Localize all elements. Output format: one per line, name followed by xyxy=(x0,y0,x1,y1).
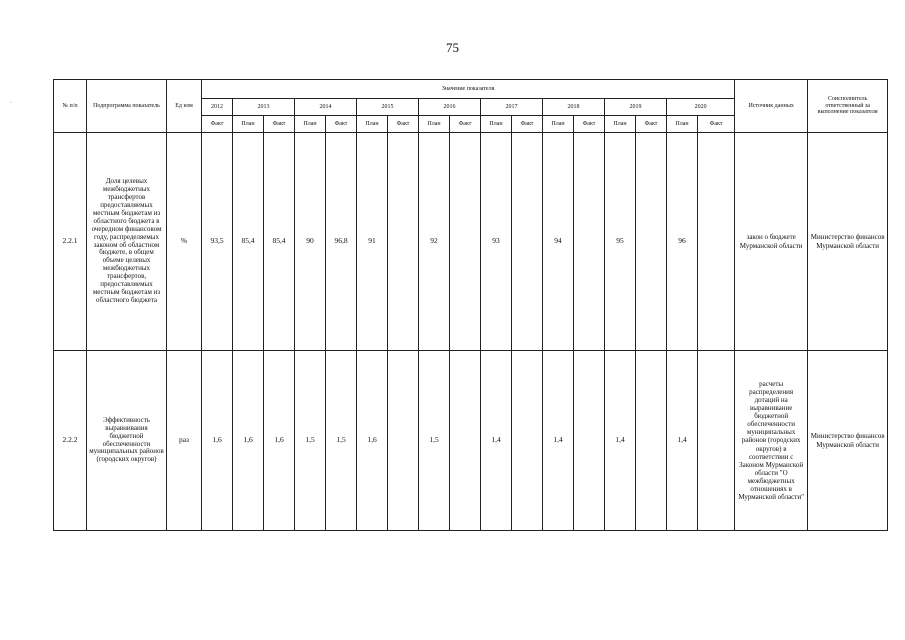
stray-mark: · xyxy=(10,100,12,106)
subheader-cell: Факт xyxy=(698,116,735,133)
subheader-cell: План xyxy=(667,116,698,133)
value-cell: 1,6 xyxy=(233,351,264,531)
year-header: 2014 xyxy=(295,99,357,116)
value-cell xyxy=(388,133,419,351)
value-cell xyxy=(388,351,419,531)
value-cell: 91 xyxy=(357,133,388,351)
executor-cell: Министерство финансов Мурманской области xyxy=(808,133,888,351)
page-number: 75 xyxy=(446,40,459,55)
value-cell xyxy=(636,351,667,531)
row-number: 2.2.2 xyxy=(54,351,87,531)
year-header: 2012 xyxy=(202,99,233,116)
value-cell xyxy=(512,133,543,351)
value-cell: 1,5 xyxy=(419,351,450,531)
row-number: 2.2.1 xyxy=(54,133,87,351)
subheader-cell: Факт xyxy=(326,116,357,133)
year-header: 2017 xyxy=(481,99,543,116)
value-cell: 1,4 xyxy=(543,351,574,531)
unit-cell: раз xyxy=(167,351,202,531)
value-cell: 85,4 xyxy=(233,133,264,351)
indicators-table xyxy=(53,79,888,531)
table-row xyxy=(54,351,888,531)
subheader-cell: Факт xyxy=(636,116,667,133)
value-cell: 1,5 xyxy=(295,351,326,531)
subheader-cell: План xyxy=(233,116,264,133)
subheader-cell: Факт xyxy=(202,116,233,133)
header-source: Источник данных xyxy=(735,80,808,133)
value-cell xyxy=(574,351,605,531)
source-cell: расчеты распределения дотаций на выравнивание бюджетной обеспеченности муниципальных районов (городских округов) в соответствии с Законом Мурманской области "О межбюджетных отношениях в Мурманской области" xyxy=(735,351,808,531)
subheader-cell: Факт xyxy=(512,116,543,133)
value-cell: 1,4 xyxy=(481,351,512,531)
value-cell xyxy=(698,133,735,351)
value-cell xyxy=(450,351,481,531)
value-cell: 85,4 xyxy=(264,133,295,351)
subheader-cell: Факт xyxy=(574,116,605,133)
year-header: 2016 xyxy=(419,99,481,116)
indicator-name: Эффективность выравнивания бюджетной обеспеченности муниципальных районов (городских округов) xyxy=(87,351,167,531)
header-unit: Ед изм xyxy=(167,80,202,133)
value-cell xyxy=(512,351,543,531)
subheader-cell: План xyxy=(295,116,326,133)
year-header: 2020 xyxy=(667,99,735,116)
subheader-cell: План xyxy=(605,116,636,133)
indicator-name: Доля целевых межбюджетных трансфертов предоставляемых местным бюджетам из областного бюджета в очередном финансовом году, распределяемых законом об областном бюджете, в общем объеме целевых межбюджетных трансфертов, предоставляемых местным бюджетам из областного бюджета xyxy=(87,133,167,351)
value-cell: 93 xyxy=(481,133,512,351)
value-cell xyxy=(698,351,735,531)
header-indicator: Подпрограмма показатель xyxy=(87,80,167,133)
header-value-group: Значение показателя xyxy=(202,80,735,99)
subheader-cell: Факт xyxy=(450,116,481,133)
subheader-cell: План xyxy=(357,116,388,133)
value-cell: 90 xyxy=(295,133,326,351)
header-executor: Соисполнитель ответственный за выполнение показателя xyxy=(808,80,888,133)
value-cell: 96 xyxy=(667,133,698,351)
value-cell xyxy=(574,133,605,351)
header-num: № п/п xyxy=(54,80,87,133)
subheader-cell: Факт xyxy=(264,116,295,133)
value-cell: 92 xyxy=(419,133,450,351)
subheader-cell: Факт xyxy=(388,116,419,133)
year-header: 2015 xyxy=(357,99,419,116)
value-cell: 93,5 xyxy=(202,133,233,351)
executor-cell: Министерство финансов Мурманской области xyxy=(808,351,888,531)
value-cell: 1,4 xyxy=(667,351,698,531)
unit-cell: % xyxy=(167,133,202,351)
value-cell: 1,4 xyxy=(605,351,636,531)
table-row xyxy=(54,133,888,351)
source-cell: закон о бюджете Мурманской области xyxy=(735,133,808,351)
year-header: 2019 xyxy=(605,99,667,116)
value-cell xyxy=(450,133,481,351)
value-cell: 96,8 xyxy=(326,133,357,351)
value-cell xyxy=(636,133,667,351)
value-cell: 94 xyxy=(543,133,574,351)
year-header: 2018 xyxy=(543,99,605,116)
value-cell: 1,6 xyxy=(202,351,233,531)
value-cell: 1,6 xyxy=(264,351,295,531)
value-cell: 1,6 xyxy=(357,351,388,531)
subheader-cell: План xyxy=(481,116,512,133)
value-cell: 95 xyxy=(605,133,636,351)
value-cell: 1,5 xyxy=(326,351,357,531)
year-header: 2013 xyxy=(233,99,295,116)
subheader-cell: План xyxy=(419,116,450,133)
subheader-cell: План xyxy=(543,116,574,133)
